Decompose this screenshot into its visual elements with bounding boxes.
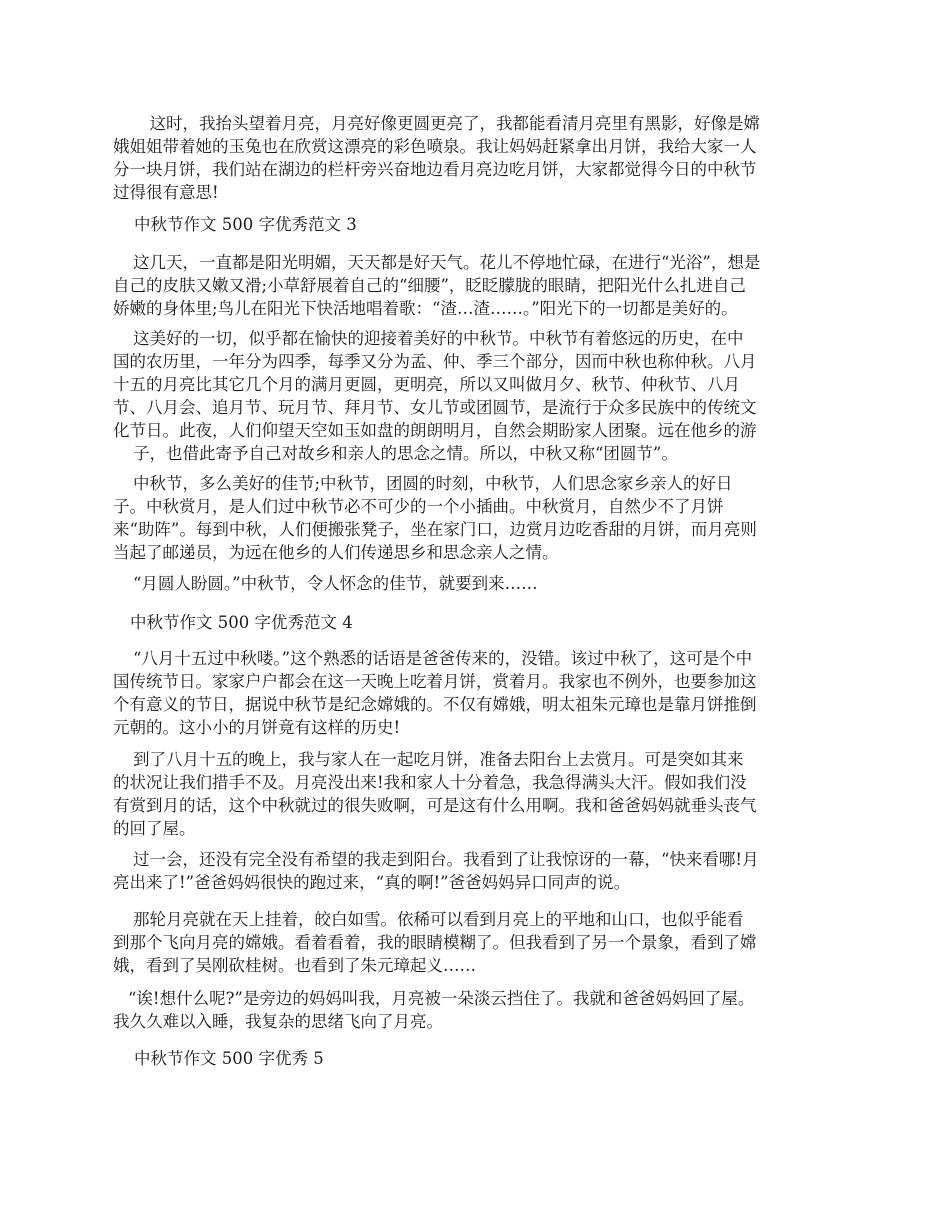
text-line: 来“助阵”。每到中秋，人们便搬张凳子，坐在家门口，边赏月边吃香甜的月饼，而月亮则 [113,520,757,539]
text-line: 亮出来了!”爸爸妈妈很快的跑过来，“真的啊!”爸爸妈妈异口同声的说。 [113,873,631,892]
text-line: 这几天，一直都是阳光明媚，天天都是好天气。花儿不停地忙碌，在进行“光浴”，想是 [133,253,761,272]
text-line: 子，也借此寄予自己对故乡和亲人的思念之情。所以，中秋又称“团圆节”。 [133,444,678,463]
text-line: 子。中秋赏月，是人们过中秋节必不可少的一个小插曲。中秋赏月，自然少不了月饼 [113,497,724,516]
text-line: 娥，看到了吴刚砍桂树。也看到了朱元璋起义…… [113,956,476,975]
text-line: 这美好的一切，似乎都在愉快的迎接着美好的中秋节。中秋节有着悠远的历史，在中 [133,329,744,348]
text-line: 我久久难以入睡，我复杂的思绪飞向了月亮。 [113,1012,443,1031]
section-heading-3: 中秋节作文 500 字优秀范文 3 [134,215,357,234]
paragraph-7 [113,748,841,840]
text-line: 国传统节日。家家户户都会在这一天晚上吃着月饼，赏着月。我家也不例外，也要参加这 [113,672,757,691]
text-line: 到了八月十五的晚上，我与家人在一起吃月饼，准备去阳台上去赏月。可是突如其来 [133,750,744,769]
text-line: 元朝的。这小小的月饼竟有这样的历史! [113,718,401,737]
section-heading-5: 中秋节作文 500 字优秀 5 [134,1049,324,1068]
text-line: 有赏到月的话，这个中秋就过的很失败啊，可是这有什么用啊。我和爸爸妈妈就垂头丧气 [113,796,757,815]
text-line: 过得很有意思! [113,183,219,202]
text-line: “诶!想什么呢?”是旁边的妈妈叫我，月亮被一朵淡云挡住了。我就和爸爸妈妈回了屋。 [128,989,755,1008]
paragraph-8 [113,848,841,894]
text-line: 这时，我抬头望着月亮，月亮好像更圆更亮了，我都能看清月亮里有黑影，好像是嫦 [133,114,760,133]
text-line: 十五的月亮比其它几个月的满月更圆，更明亮，所以又叫做月夕、秋节、仲秋节、八月 [113,375,740,394]
paragraph-10 [113,987,841,1033]
text-line: 中秋节，多么美好的佳节;中秋节，团圆的时刻，中秋节，人们思念家乡亲人的好日 [133,474,733,493]
text-line: 娇嫩的身体里;鸟儿在阳光下快活地唱着歌：“渣…渣……。”阳光下的一切都是美好的。 [113,299,738,318]
paragraph-1 [113,112,841,204]
paragraph-9 [113,908,841,977]
text-line: 节、八月会、追月节、玩月节、拜月节、女儿节或团圆节，是流行于众多民族中的传统文 [113,398,757,417]
text-line: 分一块月饼，我们站在湖边的栏杆旁兴奋地边看月亮边吃月饼，大家都觉得今日的中秋节 [113,160,757,179]
text-line: 国的农历里，一年分为四季，每季又分为孟、仲、季三个部分，因而中秋也称仲秋。八月 [113,352,757,371]
text-line: 化节日。此夜，人们仰望天空如玉如盘的朗朗明月，自然会期盼家人团聚。远在他乡的游 [113,421,757,440]
paragraph-4 [113,472,841,564]
paragraph-3 [113,327,841,465]
text-line: 当起了邮递员，为远在他乡的人们传递思乡和思念亲人之情。 [113,543,559,562]
paragraph-2 [113,251,841,320]
text-line: 到那个飞向月亮的嫦娥。看着看着，我的眼睛模糊了。但我看到了另一个景象，看到了嫦 [113,933,757,952]
paragraph-5 [113,572,841,595]
text-line: 个有意义的节日，据说中秋节是纪念嫦娥的。不仅有嫦娥，明太祖朱元璋也是靠月饼推倒 [113,695,757,714]
text-line: 自己的皮肤又嫩又滑;小草舒展着自己的“细腰”，眨眨朦胧的眼睛，把阳光什么扎进自己 [113,276,746,295]
text-line: 的状况让我们措手不及。月亮没出来!我和家人十分着急，我急得满头大汗。假如我们没 [113,773,747,792]
text-line: 的回了屋。 [113,819,196,838]
section-heading-4: 中秋节作文 500 字优秀范文 4 [130,613,353,632]
text-line: “月圆人盼圆。”中秋节，令人怀念的佳节，就要到来…… [133,574,538,593]
text-line: 娥姐姐带着她的玉兔也在欣赏这漂亮的彩色喷泉。我让妈妈赶紧拿出月饼，我给大家一人 [113,137,757,156]
text-line: “八月十五过中秋喽。”这个熟悉的话语是爸爸传来的，没错。该过中秋了，这可是个中 [133,649,753,668]
paragraph-6 [113,647,841,739]
text-line: 那轮月亮就在天上挂着，皎白如雪。依稀可以看到月亮上的平地和山口，也似乎能看 [133,910,744,929]
text-line: 过一会，还没有完全没有希望的我走到阳台。我看到了让我惊讶的一幕，“快来看哪!月 [133,850,759,869]
